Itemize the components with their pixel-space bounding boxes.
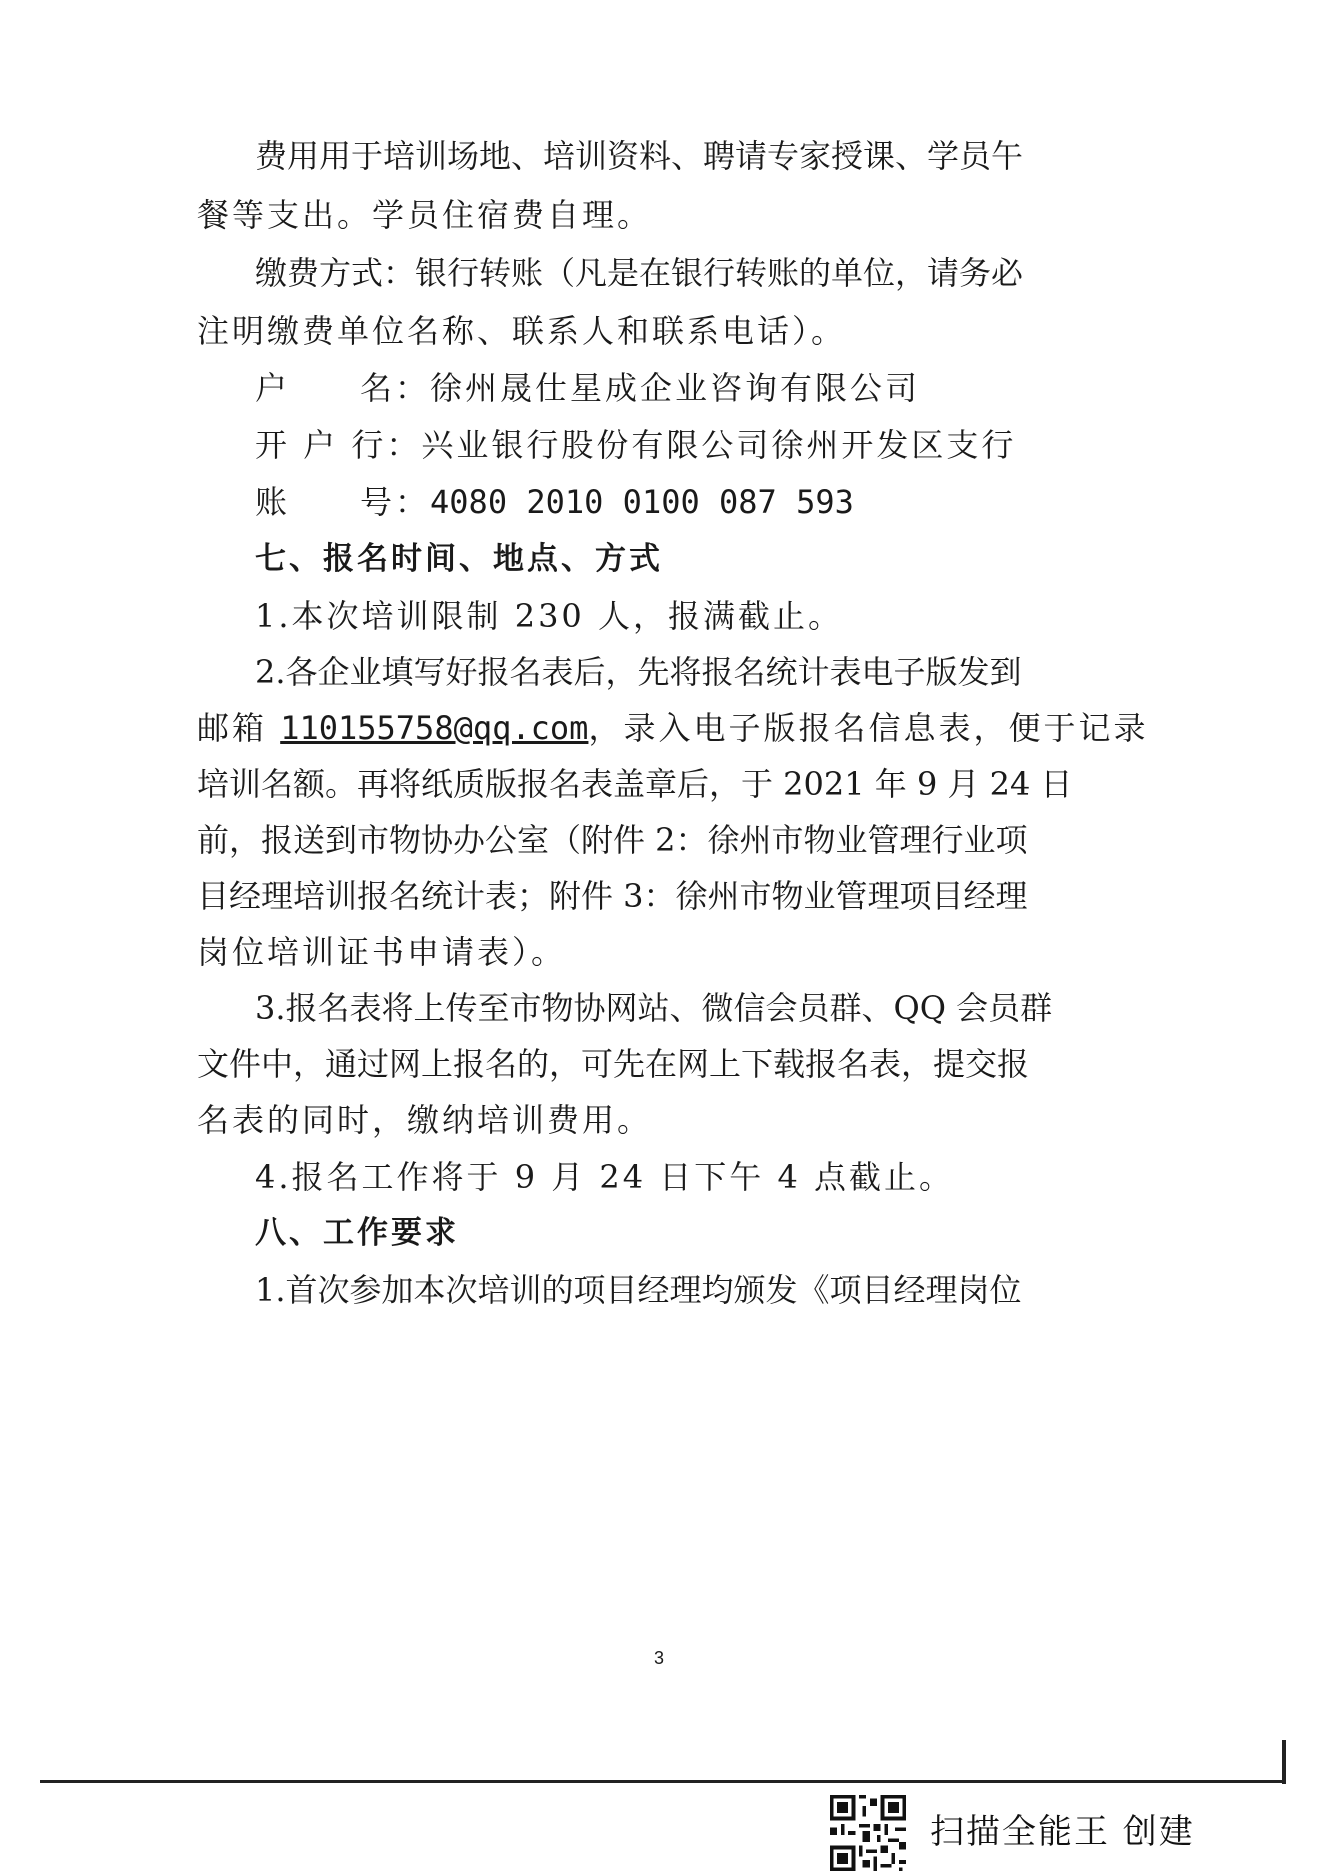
paragraph-fee-usage-line1: 费用用于培训场地、培训资料、聘请专家授课、学员午 bbox=[255, 137, 1024, 175]
paragraph-payment-method-line2: 注明缴费单位名称、联系人和联系电话）。 bbox=[197, 312, 847, 350]
section-7-item-4: 4.报名工作将于 9 月 24 日下午 4 点截止。 bbox=[255, 1158, 955, 1196]
section-7-item-3-line2: 文件中，通过网上报名的，可先在网上下载报名表，提交报 bbox=[197, 1045, 1030, 1083]
bank-name-label: 户 名： bbox=[255, 369, 431, 407]
section-7-item-3-line1: 3.报名表将上传至市物协网站、微信会员群、QQ 会员群 bbox=[255, 989, 1053, 1027]
section-8-heading: 八、工作要求 bbox=[255, 1215, 459, 1251]
bank-account-label: 账 号： bbox=[255, 483, 431, 521]
section-7-item-2-line6: 岗位培训证书申请表）。 bbox=[197, 933, 567, 971]
bank-account-number bbox=[255, 482, 854, 522]
scanner-brand-watermark: 扫描全能王 创建 bbox=[930, 1812, 1195, 1852]
section-7-heading: 七、报名时间、地点、方式 bbox=[255, 541, 663, 577]
section-7-item-2-line1: 2.各企业填写好报名表后，先将报名统计表电子版发到 bbox=[255, 653, 1022, 691]
bank-branch-value: 兴业银行股份有限公司徐州开发区支行 bbox=[421, 426, 1017, 464]
paragraph-fee-usage-line2: 餐等支出。学员住宿费自理。 bbox=[197, 196, 653, 234]
email-suffix: ，录入电子版报名信息表，便于记录 bbox=[588, 709, 1149, 747]
paragraph-payment-method-line1: 缴费方式：银行转账（凡是在银行转账的单位，请务必 bbox=[255, 254, 1024, 292]
section-8-item-1: 1.首次参加本次培训的项目经理均颁发《项目经理岗位 bbox=[255, 1271, 1022, 1309]
section-7-item-2-line2 bbox=[197, 708, 1148, 748]
bank-account-value: 4080 2010 0100 087 593 bbox=[430, 483, 854, 521]
email-link[interactable]: 110155758@qq.com bbox=[280, 709, 589, 747]
email-prefix: 邮箱 bbox=[197, 709, 281, 747]
footer-divider-edge bbox=[1282, 1740, 1286, 1784]
qr-code-icon bbox=[828, 1795, 908, 1871]
section-7-item-3-line3: 名表的同时，缴纳培训费用。 bbox=[197, 1101, 653, 1139]
bank-branch bbox=[255, 425, 1016, 465]
section-7-item-2-line4: 前，报送到市物协办公室（附件 2：徐州市物业管理行业项 bbox=[197, 821, 1028, 859]
section-7-item-2-line5: 目经理培训报名统计表；附件 3：徐州市物业管理项目经理 bbox=[197, 877, 1028, 915]
bank-account-name bbox=[255, 368, 920, 408]
page-number: 3 bbox=[654, 1648, 665, 1668]
bank-branch-label: 开 户 行： bbox=[255, 426, 422, 464]
section-7-item-1: 1.本次培训限制 230 人，报满截止。 bbox=[255, 597, 843, 635]
section-7-item-2-line3: 培训名额。再将纸质版报名表盖章后，于 2021 年 9 月 24 日 bbox=[197, 765, 1073, 803]
footer-divider bbox=[40, 1780, 1285, 1783]
bank-name-value: 徐州晟仕星成企业咨询有限公司 bbox=[430, 369, 921, 407]
